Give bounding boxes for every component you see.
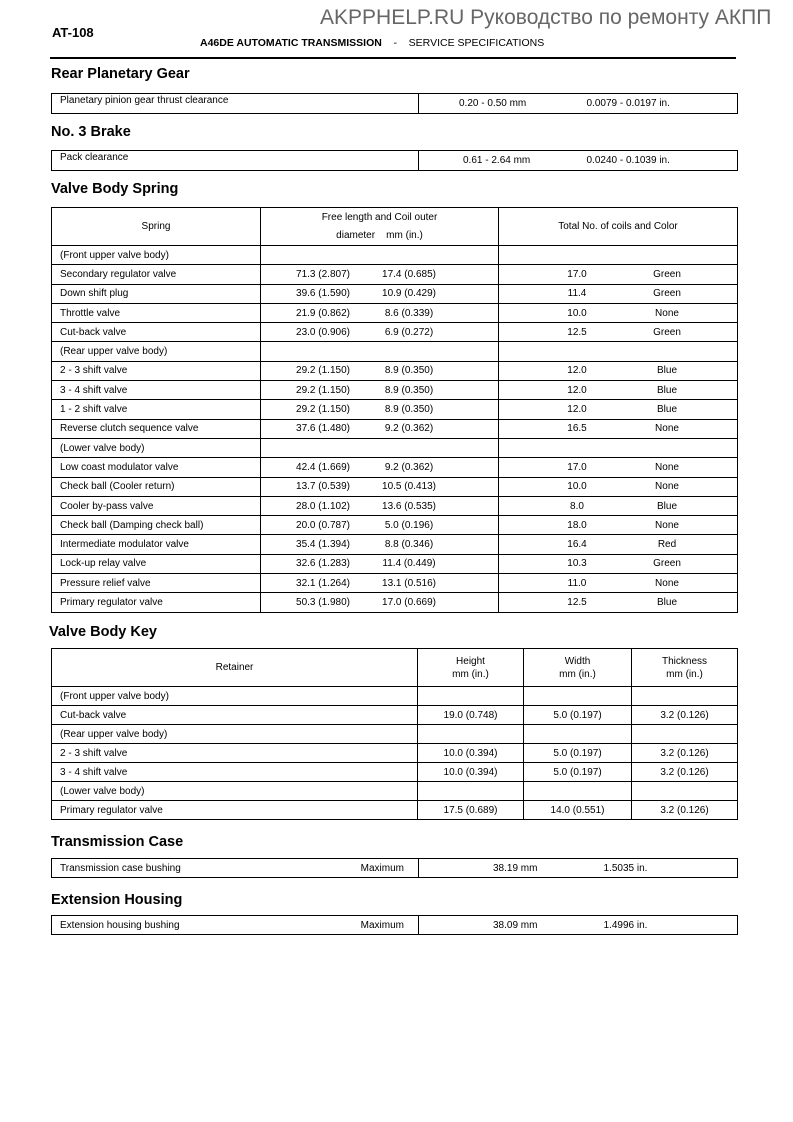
key-row [52,763,738,782]
spring-color: Green [653,288,681,300]
valve-body-spring-table [51,207,738,613]
coils-color-cell [499,265,738,284]
section-title: SERVICE SPECIFICATIONS [408,37,545,49]
spring-color: Green [653,558,681,570]
spec-in: 0.0240 - 0.1039 in. [579,151,738,171]
spring-row [52,381,738,400]
free-length-value: 13.7 (0.539) [296,481,350,493]
spring-color: None [655,519,679,531]
free-length-value: 28.0 (1.102) [296,500,350,512]
spring-color: Green [653,326,681,338]
spec-item: Planetary pinion gear thrust clearance [52,94,419,114]
spring-row [52,400,738,419]
spring-row [52,361,738,380]
free-length-cell [261,477,499,496]
free-length-value: 29.2 (1.150) [296,384,350,396]
free-length-pair [261,327,498,338]
free-length-value: 20.0 (0.787) [296,519,350,531]
spring-row [52,535,738,554]
coils-color-pair [499,404,737,415]
retainer-name: (Front upper valve body) [52,687,418,706]
key-group-row [52,687,738,706]
spec-mm: 0.20 - 0.50 mm [419,94,579,114]
heading-no3-brake: No. 3 Brake [51,124,131,140]
coil-diameter-value: 8.9 (0.350) [384,365,434,377]
col-height-label: Height [456,655,485,667]
free-length-cell [261,496,499,515]
free-length-value: 32.1 (1.264) [296,577,350,589]
key-row [52,801,738,820]
coils-color-cell [499,342,738,361]
spring-row [52,477,738,496]
coil-count: 16.5 [567,423,587,435]
coils-color-pair [499,308,737,319]
coil-count: 12.0 [567,365,587,377]
coils-color-pair [499,269,737,280]
heading-valve-body-spring: Valve Body Spring [51,181,179,197]
coil-diameter-value: 8.6 (0.339) [384,307,434,319]
coils-color-pair [499,462,737,473]
spec-item-label: Transmission case bushing [60,862,181,874]
spring-name: Low coast modulator valve [52,458,261,477]
free-length-cell [261,284,499,303]
retainer-name: Primary regulator valve [52,801,418,820]
coil-count: 12.5 [567,596,587,608]
free-length-pair [261,404,498,415]
spring-color: Blue [656,404,677,416]
spring-color: None [655,461,679,473]
spring-group-row [52,342,738,361]
spring-row [52,303,738,322]
key-width [524,725,632,744]
spec-mm: 0.61 - 2.64 mm [419,151,579,171]
spring-row [52,458,738,477]
col-width [524,649,632,687]
coils-color-cell [499,593,738,612]
key-group-row [52,725,738,744]
spring-color: None [655,577,679,589]
free-length-cell [261,400,499,419]
free-length-value: 32.6 (1.283) [296,558,350,570]
spring-name: Check ball (Damping check ball) [52,516,261,535]
spec-mm: 38.09 mm [419,916,579,935]
key-thickness: 3.2 (0.126) [632,744,738,763]
coil-count: 10.0 [567,481,587,493]
spring-name: Cut-back valve [52,323,261,342]
coil-diameter-value: 8.8 (0.346) [384,539,434,551]
spring-name: Intermediate modulator valve [52,535,261,554]
key-thickness [632,725,738,744]
coils-color-cell [499,554,738,573]
free-length-pair [261,558,498,569]
spring-row [52,554,738,573]
spec-limit: Maximum [360,862,404,874]
coils-color-cell [499,438,738,457]
free-length-value: 21.9 (0.862) [296,307,350,319]
coil-count: 16.4 [567,539,587,551]
spring-color: Green [653,268,681,280]
spring-name: 2 - 3 shift valve [52,361,261,380]
coil-diameter-value: 13.1 (0.516) [382,577,436,589]
free-length-cell [261,246,499,265]
spring-color: Blue [656,384,677,396]
coil-count: 8.0 [570,500,584,512]
coil-count: 11.4 [567,288,587,300]
coil-count: 18.0 [567,519,587,531]
free-length-cell [261,342,499,361]
free-length-cell [261,554,499,573]
key-height [418,725,524,744]
spring-row [52,265,738,284]
key-width: 5.0 (0.197) [524,706,632,725]
free-length-cell [261,303,499,322]
spring-row [52,516,738,535]
free-length-value: 29.2 (1.150) [296,365,350,377]
coil-diameter-value: 11.4 (0.449) [382,558,436,570]
col-free-length-line1: Free length and Coil outer [321,212,438,223]
table-row [52,859,738,878]
spring-name: Reverse clutch sequence valve [52,419,261,438]
key-thickness: 3.2 (0.126) [632,706,738,725]
spec-item-label: Extension housing bushing [60,919,180,931]
spring-name: Throttle valve [52,303,261,322]
coils-color-pair [499,520,737,531]
free-length-pair [261,481,498,492]
table-row [52,94,738,114]
spec-limit: Maximum [360,919,404,931]
free-length-value: 39.6 (1.590) [296,288,350,300]
spring-row [52,419,738,438]
spring-row [52,284,738,303]
free-length-pair [261,423,498,434]
coil-count: 10.3 [567,558,587,570]
coils-color-pair [499,288,737,299]
free-length-value: 23.0 (0.906) [296,326,350,338]
coils-color-pair [499,578,737,589]
coils-color-cell [499,516,738,535]
coils-color-pair [499,327,737,338]
free-length-value: 35.4 (1.394) [296,539,350,551]
col-free-length [261,208,499,246]
spring-row [52,574,738,593]
key-thickness [632,687,738,706]
free-length-pair [261,288,498,299]
retainer-name: 2 - 3 shift valve [52,744,418,763]
spring-row [52,323,738,342]
free-length-pair [261,539,498,550]
heading-transmission-case: Transmission Case [51,834,184,850]
rear-planetary-table [51,93,738,114]
spec-in: 0.0079 - 0.0197 in. [579,94,738,114]
col-height-unit: mm (in.) [452,668,489,680]
retainer-name: (Lower valve body) [52,782,418,801]
valve-body-key-table [51,648,738,820]
col-thickness-label: Thickness [661,655,707,667]
spring-name: Pressure relief valve [52,574,261,593]
coils-color-cell [499,381,738,400]
spring-name: (Front upper valve body) [52,246,261,265]
free-length-pair [261,578,498,589]
free-length-pair [261,308,498,319]
spec-in: 1.5035 in. [579,859,738,878]
coil-count: 10.0 [567,307,587,319]
free-length-value: 42.4 (1.669) [296,461,350,473]
coil-count: 11.0 [567,577,587,589]
spring-group-row [52,246,738,265]
col-coils-color: Total No. of coils and Color [499,208,738,246]
key-width [524,782,632,801]
coils-color-cell [499,574,738,593]
spring-color: Blue [656,500,677,512]
manual-title: A46DE AUTOMATIC TRANSMISSION [200,37,382,49]
page-number: AT-108 [52,25,94,40]
coil-diameter-value: 10.9 (0.429) [382,288,436,300]
spring-name: Primary regulator valve [52,593,261,612]
col-height [418,649,524,687]
coils-color-cell [499,323,738,342]
spring-name: (Lower valve body) [52,438,261,457]
coils-color-cell [499,303,738,322]
running-header [200,37,544,49]
key-height [418,687,524,706]
free-length-cell [261,419,499,438]
spec-item [52,859,419,878]
coil-diameter-value: 6.9 (0.272) [384,326,434,338]
coils-color-pair [499,365,737,376]
coil-diameter-value: 13.6 (0.535) [382,500,436,512]
free-length-pair [261,365,498,376]
free-length-cell [261,323,499,342]
header-separator: - [393,37,397,49]
free-length-pair [261,597,498,608]
spec-item: Pack clearance [52,151,419,171]
coils-color-cell [499,419,738,438]
header-rule [50,57,736,59]
free-length-cell [261,361,499,380]
coils-color-pair [499,481,737,492]
coil-diameter-value: 17.0 (0.669) [382,596,436,608]
spring-color: Blue [656,365,677,377]
coil-diameter-value: 17.4 (0.685) [382,268,436,280]
spring-name: 3 - 4 shift valve [52,381,261,400]
coils-color-pair [499,501,737,512]
spec-mm: 38.19 mm [419,859,579,878]
coils-color-pair [499,597,737,608]
free-length-pair [261,385,498,396]
coil-count: 17.0 [567,268,587,280]
spring-color: None [655,307,679,319]
col-thickness [632,649,738,687]
spring-name: Down shift plug [52,284,261,303]
spring-row [52,593,738,612]
heading-extension-housing: Extension Housing [51,892,183,908]
col-width-label: Width [564,655,591,667]
free-length-value: 50.3 (1.980) [296,596,350,608]
heading-rear-planetary: Rear Planetary Gear [51,66,190,82]
key-height: 10.0 (0.394) [418,763,524,782]
coils-color-cell [499,496,738,515]
coils-color-pair [499,539,737,550]
spring-name: Lock-up relay valve [52,554,261,573]
col-retainer: Retainer [52,649,418,687]
spring-group-row [52,438,738,457]
coils-color-pair [499,385,737,396]
free-length-value: 71.3 (2.807) [296,268,350,280]
spec-item [52,916,419,935]
coil-diameter-value: 8.9 (0.350) [384,384,434,396]
spring-name: 1 - 2 shift valve [52,400,261,419]
coils-color-cell [499,477,738,496]
key-row [52,744,738,763]
coil-diameter-value: 9.2 (0.362) [384,423,434,435]
coils-color-pair [499,558,737,569]
free-length-cell [261,438,499,457]
retainer-name: (Rear upper valve body) [52,725,418,744]
free-length-pair [261,462,498,473]
coil-count: 17.0 [567,461,587,473]
coils-color-pair [499,423,737,434]
free-length-cell [261,535,499,554]
spring-color: None [655,481,679,493]
key-width: 5.0 (0.197) [524,744,632,763]
free-length-cell [261,381,499,400]
heading-valve-body-key: Valve Body Key [49,624,157,640]
retainer-name: Cut-back valve [52,706,418,725]
spring-name: Cooler by-pass valve [52,496,261,515]
free-length-value: 37.6 (1.480) [296,423,350,435]
watermark: AKPPHELP.RU Руководство по ремонту АКПП [320,6,772,29]
retainer-name: 3 - 4 shift valve [52,763,418,782]
table-row [52,916,738,935]
coil-count: 12.0 [567,404,587,416]
col-free-length-line2: diameter mm (in.) [336,230,423,241]
free-length-value: 29.2 (1.150) [296,404,350,416]
coil-diameter-value: 9.2 (0.362) [384,461,434,473]
spring-name: (Rear upper valve body) [52,342,261,361]
spring-color: None [655,423,679,435]
key-height [418,782,524,801]
key-thickness: 3.2 (0.126) [632,763,738,782]
free-length-cell [261,593,499,612]
key-thickness: 3.2 (0.126) [632,801,738,820]
spring-row [52,496,738,515]
key-height: 19.0 (0.748) [418,706,524,725]
key-row [52,706,738,725]
coil-diameter-value: 5.0 (0.196) [384,519,434,531]
spec-in: 1.4996 in. [579,916,738,935]
coils-color-cell [499,361,738,380]
key-width: 14.0 (0.551) [524,801,632,820]
table-header-row [52,649,738,687]
free-length-pair [261,520,498,531]
coil-diameter-value: 10.5 (0.413) [382,481,436,493]
no3-brake-table [51,150,738,171]
free-length-cell [261,265,499,284]
spring-name: Secondary regulator valve [52,265,261,284]
spring-color: Red [657,539,677,551]
col-spring: Spring [52,208,261,246]
coils-color-cell [499,535,738,554]
table-header-row [52,208,738,246]
coils-color-cell [499,400,738,419]
extension-housing-table [51,915,738,935]
coil-count: 12.5 [567,326,587,338]
coils-color-cell [499,246,738,265]
transmission-case-table [51,858,738,878]
key-thickness [632,782,738,801]
spring-name: Check ball (Cooler return) [52,477,261,496]
key-group-row [52,782,738,801]
col-width-unit: mm (in.) [559,668,596,680]
free-length-cell [261,574,499,593]
coils-color-cell [499,458,738,477]
table-row [52,151,738,171]
coil-count: 12.0 [567,384,587,396]
coil-diameter-value: 8.9 (0.350) [384,404,434,416]
key-height: 10.0 (0.394) [418,744,524,763]
spring-color: Blue [656,596,677,608]
key-width: 5.0 (0.197) [524,763,632,782]
col-thickness-unit: mm (in.) [666,668,703,680]
free-length-pair [261,269,498,280]
key-width [524,687,632,706]
free-length-cell [261,516,499,535]
coils-color-cell [499,284,738,303]
free-length-cell [261,458,499,477]
key-height: 17.5 (0.689) [418,801,524,820]
free-length-pair [261,501,498,512]
